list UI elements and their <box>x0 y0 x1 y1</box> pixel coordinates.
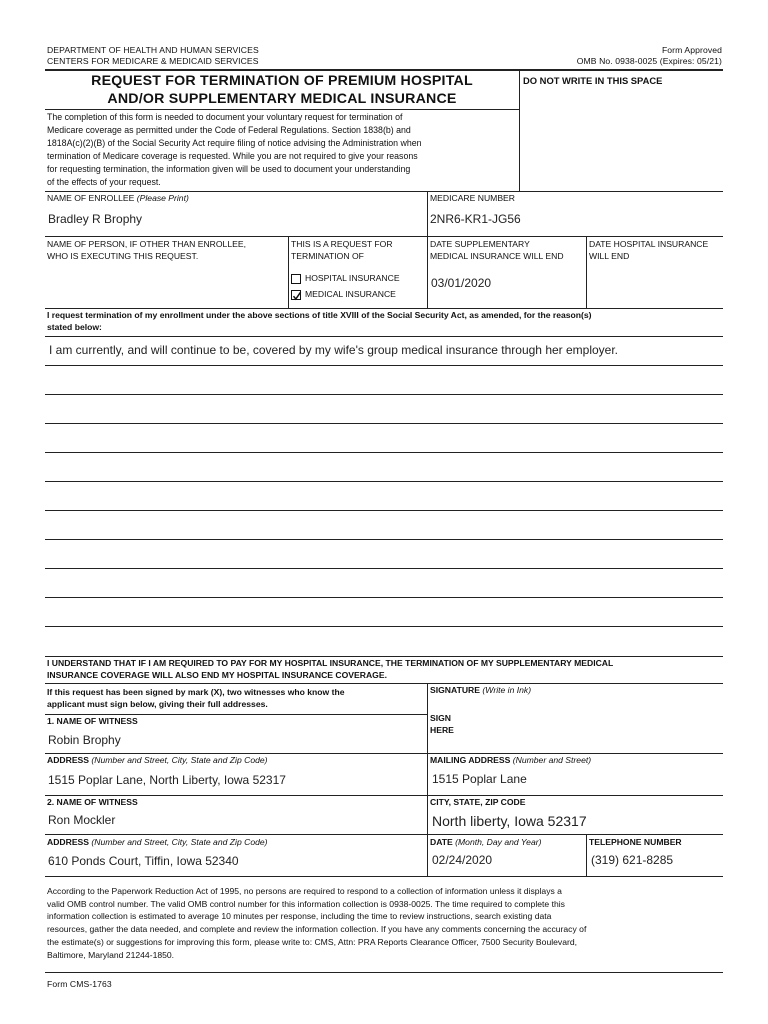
paperwork-line: Baltimore, Maryland 21244-1850. <box>47 949 175 960</box>
witness2-row-top <box>45 795 723 796</box>
supp-end-label <box>430 239 564 262</box>
reason-line <box>45 365 723 366</box>
city-state-zip-label: CITY, STATE, ZIP CODE <box>430 797 526 807</box>
hosp-end-label-2: WILL END <box>589 250 630 261</box>
hosp-end-label <box>589 239 708 262</box>
reasons-label-2: stated below: <box>47 321 102 332</box>
title-bottom-line <box>45 109 519 110</box>
termination-of-label <box>291 239 393 262</box>
reason-line <box>45 539 723 540</box>
enrollee-divider <box>427 191 428 308</box>
top-border <box>45 69 723 71</box>
reason-line <box>45 510 723 511</box>
sign-here-label <box>430 713 454 736</box>
intro-line: for requesting termination, the information given will be used to document your understanding <box>47 164 411 174</box>
mailing-address-label <box>430 755 591 767</box>
date-field[interactable]: 02/24/2020 <box>432 853 493 867</box>
medicare-number-field[interactable]: 2NR6-KR1-JG56 <box>430 212 521 226</box>
intro-line: termination of Medicare coverage is requested. While you are not required to give your reasons <box>47 151 418 161</box>
reason-line <box>45 481 723 482</box>
signature-label <box>430 685 531 697</box>
sign-text: SIGN <box>430 713 452 723</box>
date-phone-divider <box>586 834 587 876</box>
witness1-name-field[interactable]: Robin Brophy <box>48 733 121 747</box>
block-bottom <box>45 876 723 877</box>
witness1-name-label: 1. NAME OF WITNESS <box>47 716 138 726</box>
medical-insurance-checkbox[interactable] <box>291 290 301 300</box>
witness-note-1: If this request has been signed by mark (X), two witnesses who know the <box>47 687 345 697</box>
signature-label-text: SIGNATURE <box>430 685 480 695</box>
row2-divider-a <box>288 236 289 308</box>
reasons-top <box>45 308 723 309</box>
termination-label-1: THIS IS A REQUEST FOR <box>291 239 393 249</box>
other-person-label <box>47 239 246 262</box>
witness2-address-field[interactable]: 610 Ponds Court, Tiffin, Iowa 52340 <box>48 854 239 868</box>
agency-line: CENTERS FOR MEDICARE & MEDICAID SERVICES <box>47 56 259 66</box>
enrollee-row-top <box>45 191 723 192</box>
witness2-address-label <box>47 837 268 849</box>
medical-insurance-label: MEDICAL INSURANCE <box>305 289 396 299</box>
enrollee-label <box>47 193 189 205</box>
final-row-top <box>45 834 723 835</box>
reason-line <box>45 568 723 569</box>
witness1-address-note: (Number and Street, City, State and Zip Code) <box>91 755 268 765</box>
signature-field[interactable] <box>470 700 720 750</box>
reasons-label-1: I request termination of my enrollment under the above sections of title XVIII of the Social Security Act, as amended, for the reason(s) <box>47 310 592 320</box>
intro-line: Medicare coverage as permitted under the Code of Federal Regulations. Section 1838(b) and <box>47 125 411 135</box>
witness-note <box>47 687 345 710</box>
address-row-top <box>45 753 723 754</box>
department-line: DEPARTMENT OF HEALTH AND HUMAN SERVICES <box>47 45 259 55</box>
row2-divider-b <box>586 236 587 308</box>
intro-line: The completion of this form is needed to document your voluntary request for termination of <box>47 112 403 122</box>
hosp-end-label-1: DATE HOSPITAL INSURANCE <box>589 239 709 249</box>
here-text: HERE <box>430 724 454 735</box>
title-divider <box>519 69 520 192</box>
witness2-name-field[interactable]: Ron Mockler <box>48 813 116 827</box>
intro-line: 1818A(c)(2)(B) of the Social Security Act require filing of notice advising the Administration when <box>47 138 422 148</box>
form-title <box>45 72 519 108</box>
medicare-number-label: MEDICARE NUMBER <box>430 193 515 203</box>
witness1-address-label <box>47 755 268 767</box>
mailing-address-field[interactable]: 1515 Poplar Lane <box>432 772 527 786</box>
witness2-name-label: 2. NAME OF WITNESS <box>47 797 138 807</box>
form-number: Form CMS-1763 <box>47 979 112 989</box>
other-person-label-1: NAME OF PERSON, IF OTHER THAN ENROLLEE, <box>47 239 246 249</box>
hospital-insurance-label: HOSPITAL INSURANCE <box>305 273 400 283</box>
intro-paragraph <box>47 111 517 189</box>
telephone-field[interactable]: (319) 621-8285 <box>591 853 674 867</box>
enrollee-label-note: (Please Print) <box>136 193 189 203</box>
intro-line: of the effects of your request. <box>47 177 161 187</box>
understand-statement <box>47 658 613 681</box>
supp-end-date-field[interactable]: 03/01/2020 <box>431 276 492 290</box>
witness-block-top <box>45 683 723 684</box>
row2-top <box>45 236 723 237</box>
mailing-address-note: (Number and Street) <box>512 755 592 765</box>
reason-line-0 <box>45 336 723 337</box>
paperwork-notice <box>47 885 723 961</box>
title-line-2: AND/OR SUPPLEMENTARY MEDICAL INSURANCE <box>107 91 457 107</box>
reason-line <box>45 452 723 453</box>
witness1-address-label-text: ADDRESS <box>47 755 90 765</box>
date-label-note: (Month, Day and Year) <box>455 837 542 847</box>
supp-end-label-1: DATE SUPPLEMENTARY <box>430 239 530 249</box>
form-approved: Form Approved <box>661 45 722 55</box>
witness1-top <box>45 714 427 715</box>
reason-line <box>45 423 723 424</box>
enrollee-label-text: NAME OF ENROLLEE <box>47 193 135 203</box>
understand-line-2: INSURANCE COVERAGE WILL ALSO END MY HOSPITAL INSURANCE COVERAGE. <box>47 669 387 680</box>
termination-label-2: TERMINATION OF <box>291 250 364 261</box>
telephone-label: TELEPHONE NUMBER <box>589 837 682 847</box>
reason-line <box>45 597 723 598</box>
reason-line <box>45 626 723 627</box>
supp-end-label-2: MEDICAL INSURANCE WILL END <box>430 250 564 261</box>
witness2-address-note: (Number and Street, City, State and Zip Code) <box>91 837 268 847</box>
city-state-zip-field[interactable]: North liberty, Iowa 52317 <box>432 813 587 829</box>
witness-note-2: applicant must sign below, giving their full addresses. <box>47 698 268 709</box>
signature-label-note: (Write in Ink) <box>482 685 532 695</box>
paperwork-line: resources, gather the data needed, and complete and review the information collection. If you have any comments concerning the accuracy of <box>47 924 587 935</box>
witness-block-divider <box>427 683 428 876</box>
do-not-write-label: DO NOT WRITE IN THIS SPACE <box>523 75 663 86</box>
omb-number: OMB No. 0938-0025 (Expires: 05/21) <box>576 56 722 66</box>
footer-line <box>45 972 723 973</box>
paperwork-line: According to the Paperwork Reduction Act of 1995, no persons are required to respond to a collection of information unless it displays a <box>47 886 562 896</box>
reason-text-field[interactable]: I am currently, and will continue to be, covered by my wife's group medical insurance through her employer. <box>49 343 619 357</box>
paperwork-line: the estimate(s) or suggestions for improving this form, please write to: CMS, Attn: PRA Reports Clearance Officer, 7500 Security Boulevard, <box>47 936 578 947</box>
mailing-address-label-text: MAILING ADDRESS <box>430 755 511 765</box>
date-label-text: DATE <box>430 837 453 847</box>
other-person-label-2: WHO IS EXECUTING THIS REQUEST. <box>47 250 199 261</box>
reason-line <box>45 394 723 395</box>
date-label <box>430 837 541 849</box>
title-line-1: REQUEST FOR TERMINATION OF PREMIUM HOSPITAL <box>91 73 473 89</box>
understand-line-1: I UNDERSTAND THAT IF I AM REQUIRED TO PAY FOR MY HOSPITAL INSURANCE, THE TERMINATION OF MY SUPPLEMENTARY MEDICAL <box>47 658 614 668</box>
witness1-address-field[interactable]: 1515 Poplar Lane, North Liberty, Iowa 52317 <box>48 773 286 787</box>
paperwork-line: information collection is estimated to average 10 minutes per response, including the time to review instructions, search existing data <box>47 911 552 922</box>
check-mark-icon <box>292 291 302 301</box>
witness2-address-label-text: ADDRESS <box>47 837 90 847</box>
enrollee-name-field[interactable]: Bradley R Brophy <box>48 212 143 226</box>
paperwork-line: valid OMB control number. The valid OMB control number for this information collection is 0938-0025. The time required to complete this <box>47 898 565 909</box>
understand-top <box>45 656 723 657</box>
hospital-insurance-checkbox[interactable] <box>291 274 301 284</box>
reasons-label <box>47 310 592 333</box>
